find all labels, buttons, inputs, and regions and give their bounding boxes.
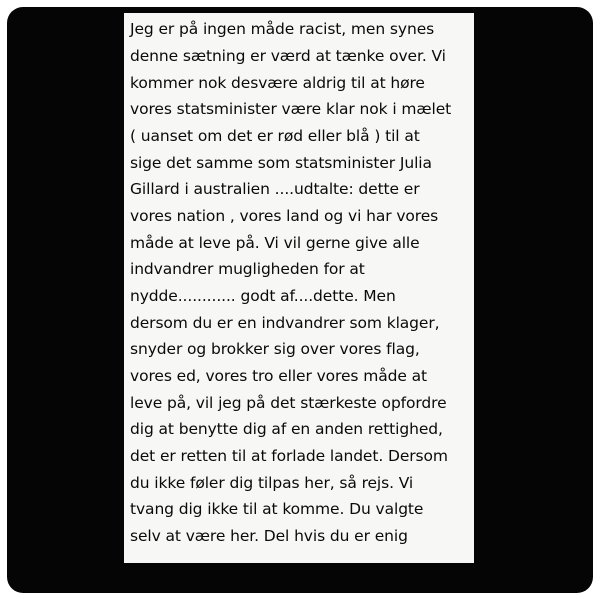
text-line: du ikke føler dig tilpas her, så rejs. Vi [130,474,414,492]
text-line: indvandrer mugligheden for at [130,260,365,278]
text-line: vores ed, vores tro eller vores måde at [130,367,427,385]
text-line: vores nation , vores land og vi har vores [130,207,439,225]
text-line: sige det samme som statsminister Julia [130,154,432,172]
text-line: dersom du er en indvandrer som klager, [130,314,440,332]
text-line: selv at være her. Del hvis du er enig [130,527,408,545]
text-line: kommer nok desvære aldrig til at høre [130,74,425,92]
text-line: måde at leve på. Vi vil gerne give alle [130,234,420,252]
text-line: leve på, vil jeg på det stærkeste opfordre [130,394,447,412]
text-line: Jeg er på ingen måde racist, men synes [130,20,435,38]
text-line: nydde............ godt af....dette. Men [130,287,396,305]
text-line: dig at benytte dig af en anden rettighed, [130,420,443,438]
text-line: tvang dig ikke til at komme. Du valgte [130,500,424,518]
text-line: Gillard i australien ....udtalte: dette er [130,180,420,198]
text-line: denne sætning er værd at tænke over. Vi [130,47,446,65]
text-line: ( uanset om det er rød eller blå ) til at [130,127,420,145]
text-line: vores statsminister være klar nok i mælet [130,100,452,118]
text-line: det er retten til at forlade landet. Dersom [130,447,448,465]
text-line: snyder og brokker sig over vores flag, [130,340,420,358]
